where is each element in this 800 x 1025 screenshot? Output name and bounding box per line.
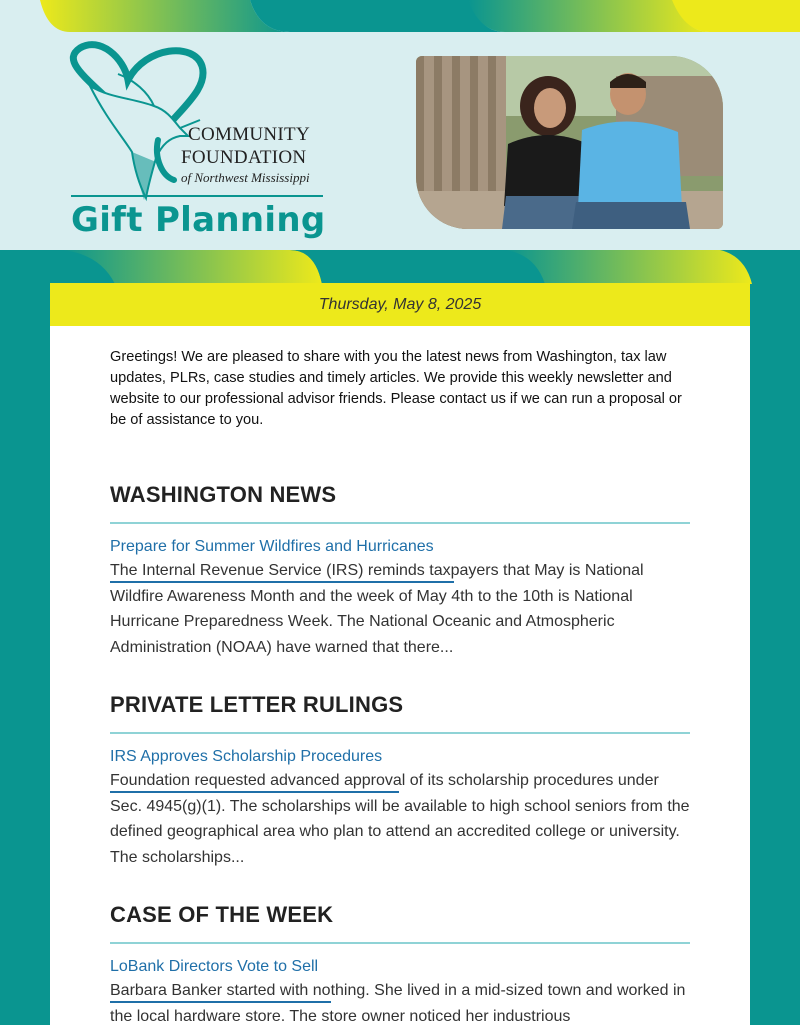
top-wave-decoration [0,0,800,32]
newsletter-header [0,0,800,250]
link-underline [110,791,399,793]
gift-planning-title: Gift Planning [71,200,326,240]
brand-region: of Northwest Mississippi [181,170,310,185]
brand-community: COMMUNITY [188,124,310,145]
section-title: CASE OF THE WEEK [110,902,334,927]
section-divider [110,732,690,734]
article-summary-text: Barbara Banker started with nothing. She lived in a mid-sized town and worked in the local hardware store. The store owner noticed her industrious [110,982,686,1025]
section-washington-news [110,482,690,660]
section-title: WASHINGTON NEWS [110,482,337,507]
article-summary [110,558,690,660]
issue-date: Thursday, May 8, 2025 [318,295,482,313]
article-summary-text: The Internal Revenue Service (IRS) reminds taxpayers that May is National Wildfire Awareness Month and the week of May 4th to the 10th is National Hurricane Preparedness Week. The National Oceanic and Atmospheric Administration (NOAA) have warned that there... [110,562,644,656]
section-title: PRIVATE LETTER RULINGS [110,692,404,717]
brand-divider [71,195,323,197]
link-underline [110,1001,331,1003]
article-link-lobank[interactable]: LoBank Directors Vote to Sell [110,958,319,975]
article-summary [110,768,690,870]
section-private-letter-rulings [110,692,690,870]
newsletter-content [50,283,750,1025]
section-case-of-the-week [110,902,690,1025]
date-bar [50,283,750,326]
section-divider [110,522,690,524]
greeting-text: Greetings! We are pleased to share with you the latest news from Washington, tax law updates, PLRs, case studies and timely articles. We provide this weekly newsletter and website to our professional advisor friends. Please contact us if we can run a proposal or be of assistance to you. [110,349,682,428]
bottom-wave-decoration [0,250,800,284]
article-link-scholarship[interactable]: IRS Approves Scholarship Procedures [110,748,383,765]
section-divider [110,942,690,944]
article-summary-text: Foundation requested advanced approval of its scholarship procedures under Sec. 4945(g)(1). The scholarships will be available to high school seniors from the defined geographical area who plan to attend an accredited college or university. The scholarships... [110,772,690,866]
article-summary [110,978,690,1025]
article-link-wildfires[interactable]: Prepare for Summer Wildfires and Hurricanes [110,538,434,555]
couple-photo [416,56,723,229]
link-underline [110,581,454,583]
brand-foundation: FOUNDATION [181,147,307,168]
